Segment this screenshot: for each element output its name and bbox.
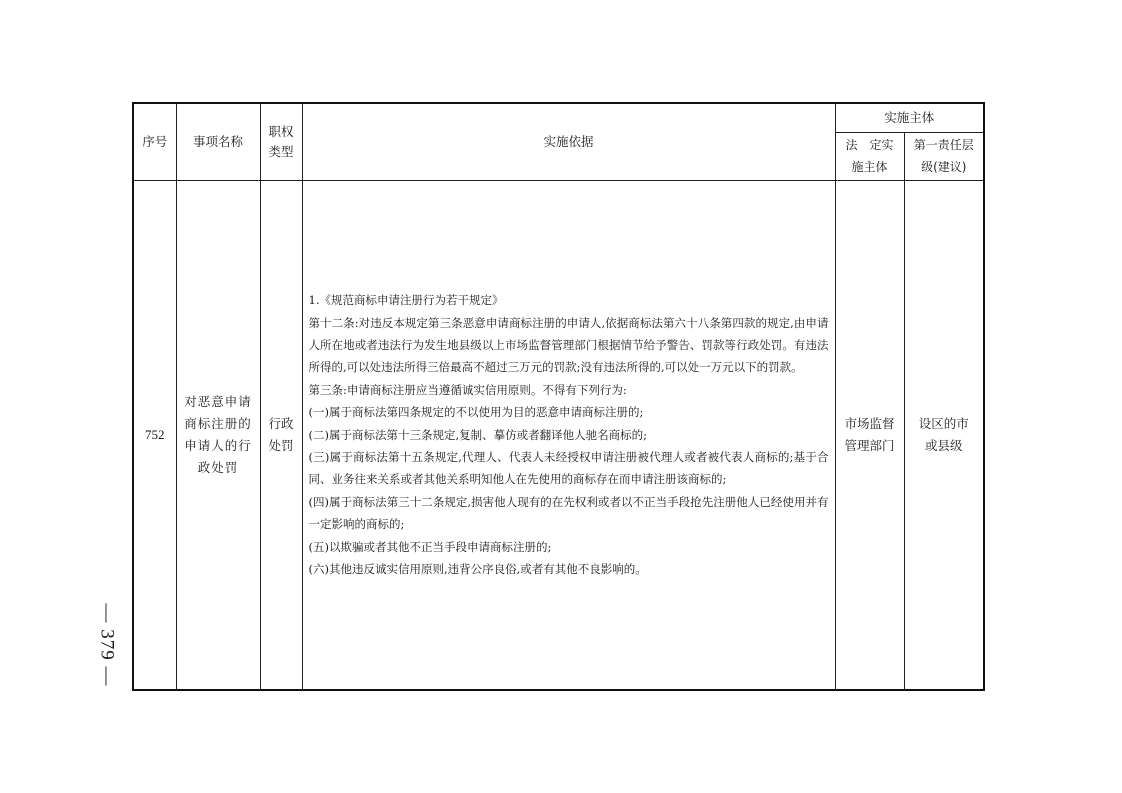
basis-line: (一)属于商标法第四条规定的不以使用为目的恶意申请商标注册的; (308, 405, 644, 420)
page-number-text: — 379 — (96, 603, 117, 687)
basis-line: (四)属于商标法第三十二条规定,损害他人现有的在先权利或者以不正当手段抢先注册他人已经使用并有一定影响的商标的; (308, 494, 829, 532)
basis-line: (二)属于商标法第十三条规定,复制、摹仿或者翻译他人驰名商标的; (308, 427, 647, 442)
header-basis: 实施依据 (302, 103, 835, 180)
basis-line: (五)以欺骗或者其他不正当手段申请商标注册的; (308, 539, 552, 554)
basis-line: (三)属于商标法第十五条规定,代理人、代表人未经授权申请注册被代理人或者被代表人商标的;基于合同、业务往来关系或者其他关系明知他人在先使用的商标存在而申请注册该商标的; (308, 449, 829, 487)
page-number (86, 600, 126, 690)
cell-legal-subject: 市场监督管理部门 (835, 180, 904, 690)
basis-title: 1.《规范商标申请注册行为若干规定》 (308, 293, 504, 308)
header-item-name: 事项名称 (176, 103, 260, 180)
cell-seq: 752 (133, 180, 176, 690)
matters-table (132, 102, 985, 691)
header-subject-group: 实施主体 (835, 103, 984, 132)
header-legal-subject: 法 定实施主体 (835, 132, 904, 180)
cell-first-resp-level: 设区的市或县级 (904, 180, 984, 690)
table-row (133, 180, 984, 690)
basis-line: (六)其他违反诚实信用原则,违背公序良俗,或者有其他不良影响的。 (308, 561, 647, 576)
basis-line: 第三条:申请商标注册应当遵循诚实信用原则。不得有下列行为: (308, 382, 627, 397)
basis-line: 第十二条:对违反本规定第三条恶意申请商标注册的申请人,依据商标法第六十八条第四款的规定,由申请人所在地或者违法行为发生地县级以上市场监督管理部门根据情节给予警告、罚款等行政处罚。有违法所得的,可以处违法所得三倍最高不超过三万元的罚款;没有违法所得的,可以处一万元以下的罚款。 (308, 315, 829, 375)
header-seq: 序号 (133, 103, 176, 180)
header-first-resp-level: 第一责任层级(建议) (904, 132, 984, 180)
cell-item-name: 对恶意申请商标注册的申请人的行政处罚 (176, 180, 260, 690)
cell-basis (302, 180, 835, 690)
cell-power-type: 行政处罚 (260, 180, 302, 690)
header-power-type: 职权类型 (260, 103, 302, 180)
